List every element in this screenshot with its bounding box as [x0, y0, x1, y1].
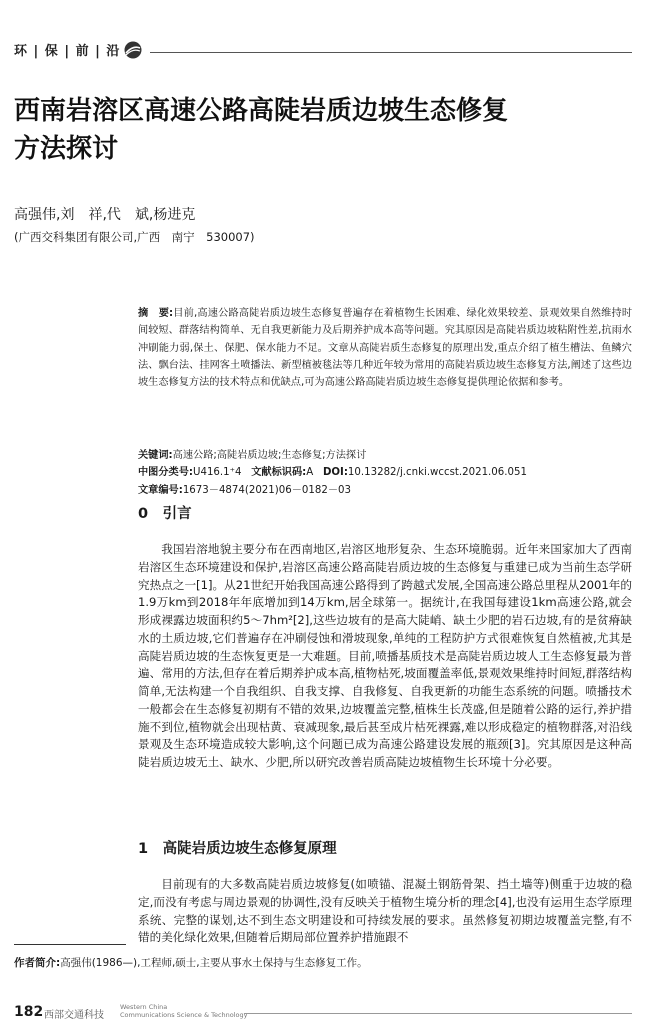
- doi-label: DOI:: [322, 467, 348, 478]
- author-bio-text: 高强伟(1986—),工程师,硕士,主要从事水土保持与生态修复工作。: [60, 957, 368, 969]
- abstract-text: 目前,高速公路高陡岩质边坡生态修复普遍存在着植物生长困难、绿化效果较差、景观效果自然维持时间较短、群落结构简单、无自我更新能力及后期养护成本高等问题。究其原因是高陡岩质边坡粘附性差,抗雨水冲刷能力弱,保土、保肥、保水能力不足。文章从高陡岩质生态修复的原理出发,重点介绍了植生槽法、鱼鳞穴法、飘台法、挂网客土喷播法、新型植被毯法等几种近年较为常用的高陡岩质边坡生态修复方法,阐述了这些边坡生态修复方法的技术特点和优缺点,可为高速公路高陡岩质边坡生态修复提供理论依据和参考。: [138, 308, 633, 389]
- page-number: 182: [14, 1004, 44, 1020]
- keywords-line: [138, 446, 366, 461]
- authors: 高强伟,刘 祥,代 斌,杨进克: [14, 207, 196, 223]
- classification-line: [138, 463, 527, 478]
- author-bio-label: 作者简介:: [14, 957, 61, 969]
- author-bio: [14, 955, 368, 970]
- affiliation: (广西交科集团有限公司,广西 南宁 530007): [14, 230, 255, 244]
- article-number-label: 文章编号:: [138, 485, 183, 496]
- keywords-label: 关键词:: [138, 450, 173, 461]
- footnote-rule: [14, 944, 126, 945]
- journal-name-cn: 西部交通科技: [44, 1010, 104, 1021]
- section-1-paragraph: 目前现有的大多数高陡岩质边坡修复(如喷锚、混凝土钢筋骨架、挡土墙等)侧重于边坡的稳定,而没有考虑与周边景观的协调性,没有反映关于植物生境分析的理念[4],也没有运用生态学原理系统、完整的谋划,达不到生态文明建设和可持续发展的要求。虽然修复初期边坡覆盖完整,有不错的美化绿化效果,但随着后期局部位置养护措施跟不: [138, 877, 632, 945]
- journal-name-en-line-1: Western China: [120, 1003, 168, 1011]
- header-rule: [150, 52, 632, 53]
- footer-rule: [244, 1013, 632, 1014]
- doi-value: 10.13282/j.cnki.wccst.2021.06.051: [347, 467, 527, 478]
- journal-logo-icon: [124, 41, 142, 59]
- article-number-line: [138, 481, 351, 496]
- doc-code-label: 文献标识码:: [251, 467, 307, 478]
- title-line-2: 方法探讨: [14, 134, 119, 164]
- clc-label: 中图分类号:: [138, 467, 194, 478]
- keywords-text: 高速公路;高陡岩质边坡;生态修复;方法探讨: [172, 450, 367, 461]
- title-line-1: 西南岩溶区高速公路高陡岩质边坡生态修复: [14, 96, 509, 126]
- article-title: [14, 92, 626, 168]
- abstract: [138, 305, 632, 391]
- abstract-label: 摘 要:: [138, 308, 174, 319]
- journal-name-en: [120, 1003, 248, 1019]
- journal-name-en-line-2: Communications Science & Technology: [120, 1011, 248, 1019]
- article-number-value: 1673－4874(2021)06－0182－03: [182, 485, 351, 496]
- clc-value: U416.1⁺4: [193, 467, 242, 478]
- doc-code-value: A: [306, 467, 314, 478]
- section-label: 环 | 保 | 前 | 沿: [14, 44, 121, 59]
- section-0-paragraph: 我国岩溶地貌主要分布在西南地区,岩溶区地形复杂、生态环境脆弱。近年来国家加大了西南岩溶区生态环境建设和保护,岩溶区高速公路高陡岩质边坡的生态修复与重建已成为当前生态学研究热点之一[1]。从21世纪开始我国高速公路得到了跨越式发展,全国高速公路总里程从2001年的1.9万km到2018年年底增加到14万km,居全球第一。据统计,在我国每建设1km高速公路,就会形成裸露边坡面积约5～7hm²[2],这些边坡有的是高大陡峭、缺土少肥的岩石边坡,有的是贫瘠缺水的土质边坡,它们普遍存在冲刷侵蚀和滑坡现象,单纯的工程防护方式很难恢复自然植被,尤其是高陡岩质边坡的生态恢复更是一大难题。目前,喷播基质技术是高陡岩质边坡人工生态修复最为普遍、常用的方法,但存在着后期养护成本高,植物枯死,坡面覆盖率低,景观效果维持时间短,群落结构简单,无法构建一个自我组织、自我支撑、自我修复、自我更新的功能生态系统的问题。喷播技术一般都会在生态修复初期有不错的效果,边坡覆盖完整,植株生长茂盛,但是随着公路的运行,养护措施不到位,植物就会出现枯黄、衰减现象,最后甚至成片枯死裸露,难以形成稳定的植物群落,对沿线景观及生态环境造成较大影响,这个问题已成为高速公路建设发展的瓶颈[3]。究其原因是这种高陡岩质边坡无土、缺水、少肥,所以研究改善岩质高陡边坡植物生长环境十分必要。: [138, 542, 632, 769]
- section-1-heading: 1 高陡岩质边坡生态修复原理: [138, 841, 337, 857]
- section-0-heading: 0 引言: [138, 506, 192, 522]
